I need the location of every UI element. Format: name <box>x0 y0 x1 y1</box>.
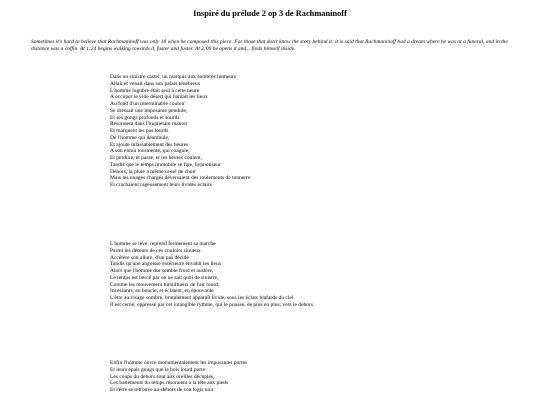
poem-stanza-1 <box>110 74 510 189</box>
poem-line: Comme les mouvement tumultueux de l'air lourd, <box>110 281 220 288</box>
poem-stanza-3 <box>110 360 510 394</box>
poem-line: Et crachaient rageusement leurs livides éclairs <box>110 182 212 188</box>
poem-line: Parmi les détours de ces couloirs sinueux <box>110 247 201 254</box>
poem-line: Le temps est bercé par on ne sait quoi de sinistre, <box>110 274 219 281</box>
intro-paragraph: Sometimes it's hard to believe that Rachmaninoff was only 18 when he composed this piece. For those that don't know the story behind it: it is said that Rachmaninoff had a dream where he was at a funeral, and in the distance was a coffin. At 1:24 begins walking towards it, faster and faster. At 2:09 he opens it and... finds himself inside. <box>31 39 508 53</box>
poem-line: Accélère son allure, d'un pas décidé <box>110 254 189 261</box>
poem-line: Les battements du temps résonnent à la tête aux pieds <box>110 380 229 387</box>
page-title: Inspiré du prélude 2 op 3 de Rachmaninoff <box>193 9 347 18</box>
poem-line: Au fond d'un interminable couloir <box>110 101 185 107</box>
poem-line: Incessants, en boucle, et éclatent, en épouvante <box>110 288 214 295</box>
poem-line: Dehors, la pluie a même cessé de choir <box>110 168 196 175</box>
poem-line: Et ses gongs profonds et sourds <box>110 114 180 121</box>
poem-line: Et leurs épais gongs que le bois lourd porte <box>110 366 206 373</box>
poem-line: Et l'être se retrouve au-dehors de son logis noir <box>110 387 214 393</box>
poem-line: L'homme se lève, reprend fermement sa marche <box>110 241 216 247</box>
poem-line: Dans un sinistre castel, un marquis aux sombres humeurs <box>110 74 237 80</box>
poem-line: De l'homme qui déambule, <box>110 134 170 141</box>
poem-line: Et ajoute inlassablement des heures <box>110 141 189 148</box>
poem-stanza-2 <box>110 241 510 309</box>
poem-line: Se dressait une imposante pendule, <box>110 107 188 114</box>
poem-line: Et perdure, et passe, et les heures coulent, <box>110 155 202 161</box>
poem-line: L'être au visage sombre, brutalement apparaît livide, sous les éclats blafards du ciel <box>110 295 294 301</box>
poem-line: Résonnent dans l'inquiétant manoir <box>110 121 188 128</box>
poem-line: Les coups du dehors sont aux oreilles décuplés, <box>110 373 215 380</box>
poem-line: Il est cerné, oppressé par cet intangible rythme, qui le pousse, de plus en plus, vers le dehors <box>110 301 313 308</box>
poem-line: L'homme lugubre était seul à cette heure <box>110 87 200 94</box>
poem-line: A occuper le vide désert qui hantait les lieux <box>110 94 208 101</box>
poem-line: Allait et venait dans son palais ténébreux <box>110 80 201 87</box>
poem-line: Et marquent les pas lourds <box>110 128 169 134</box>
poem-line: Alors que l'homme dur semble froid et austère, <box>110 268 214 274</box>
poem-line: Enfin l'homme ouvre monumentalement les imposantes portes <box>110 360 248 366</box>
poem-line: A son ennui tourmenté, qui coagule, <box>110 148 190 155</box>
poem-line: Tandis qu'une angoisse extérieure envahit les lieux <box>110 261 222 268</box>
poem-line: Mais les nuages chargés déversaient des roulements de tonnerre <box>110 175 251 182</box>
poem-line: Tandis que le temps immobile se fige, hypnotiseur <box>110 161 221 168</box>
